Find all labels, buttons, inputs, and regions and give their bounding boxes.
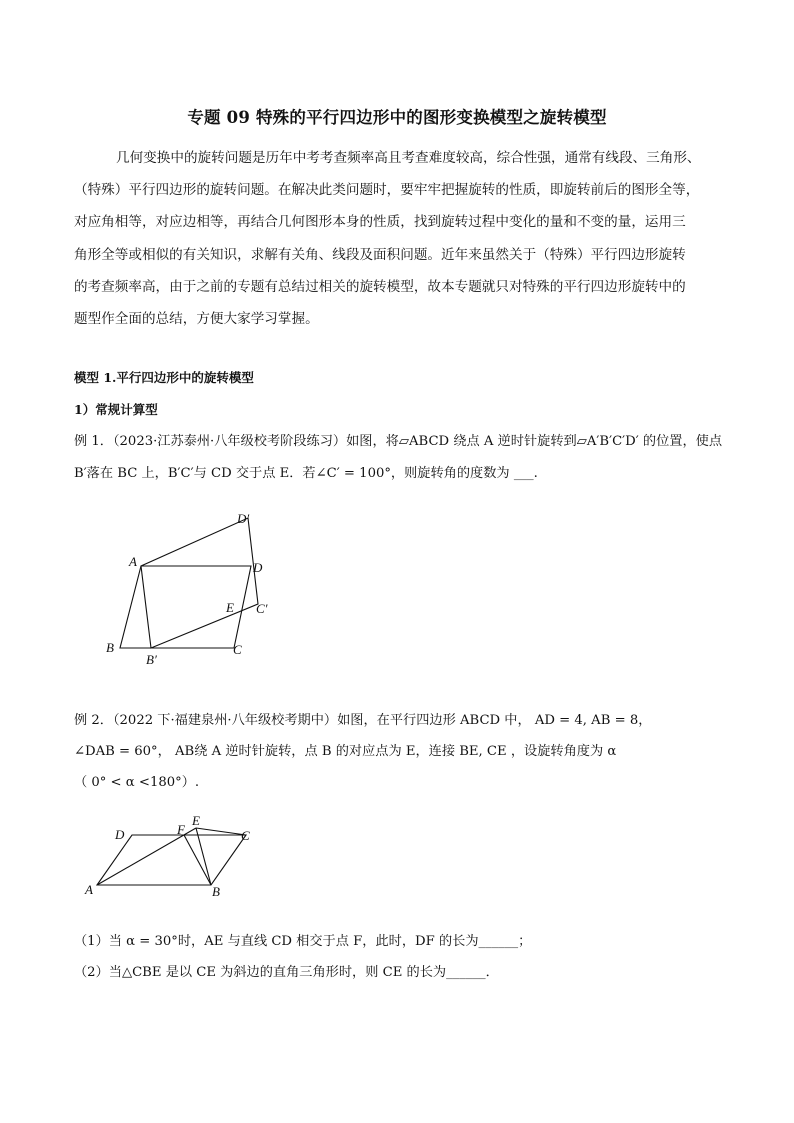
page-title: 专题 09 特殊的平行四边形中的图形变换模型之旋转模型 [187,108,607,127]
label-a: A [129,554,137,569]
segment-be [196,828,211,885]
intro-line: 题型作全面的总结，方便大家学习掌握。 [74,311,319,328]
example2-line1: 例 2．（2022 下·福建泉州·八年级校考期中）如图，在平行四边形 ABCD 中， AD = 4, AB = 8， [74,713,652,728]
intro-line: （特殊）平行四边形的旋转问题。在解决此类问题时，要牢牢把握旋转的性质，即旋转前后的图形全等， [74,182,700,199]
question-1: （1）当 α = 30°时，AE 与直线 CD 相交于点 F，此时，DF 的长为______； [74,934,532,949]
label-e: E [192,813,200,828]
label-c: C [241,828,250,843]
label-e: E [226,600,234,615]
label-d-prime: D′ [237,511,250,526]
label-c-prime: C′ [256,601,268,616]
label-d: D [115,827,125,842]
section-heading: 模型 1.平行四边形中的旋转模型 [74,370,254,385]
segment-ce [196,828,246,835]
segment-fb [184,835,211,885]
label-b: B [106,640,114,655]
label-d: D [253,560,263,575]
parallelogram-a2b2c2d2 [141,518,258,648]
intro-line: 几何变换中的旋转问题是历年中考考查频率高且考查难度较高，综合性强，通常有线段、三角形、 [116,150,701,166]
question-2: （2）当△CBE 是以 CE 为斜边的直角三角形时，则 CE 的长为______． [74,965,499,980]
example1-line2: B′落在 BC 上，B′C′与 CD 交于点 E．若∠C′ = 100°，则旋转角的度数为 ___. [74,466,538,481]
subsection-heading: 1）常规计算型 [74,402,158,417]
figure-2-diagram [78,812,278,907]
example2-line3: （ 0° < α <180°）. [74,775,200,790]
label-f: F [177,822,185,837]
example2-line2: ∠DAB = 60°， AB绕 A 逆时针旋转，点 B 的对应点为 E，连接 BE, CE ，设旋转角度为 α [74,744,617,759]
intro-line: 的考查频率高，由于之前的专题有总结过相关的旋转模型，故本专题就只对特殊的平行四边形旋转中的 [74,278,686,295]
intro-line: 角形全等或相似的有关知识，求解有关角、线段及面积问题。近年来虽然关于（特殊）平行四边形旋转 [74,246,686,263]
label-a: A [85,882,93,897]
figure-1-diagram [90,500,290,670]
intro-paragraph [74,142,734,335]
label-b-prime: B′ [146,652,157,667]
label-b: B [212,884,220,899]
intro-line: 对应角相等，对应边相等，再结合几何图形本身的性质，找到旋转过程中变化的量和不变的量，运用三 [74,214,686,231]
example1-line1: 例 1．（2023·江苏泰州·八年级校考阶段练习）如图，将▱ABCD 绕点 A 逆时针旋转到▱A′B′C′D′ 的位置，使点 [74,434,723,449]
label-c: C [233,642,242,657]
